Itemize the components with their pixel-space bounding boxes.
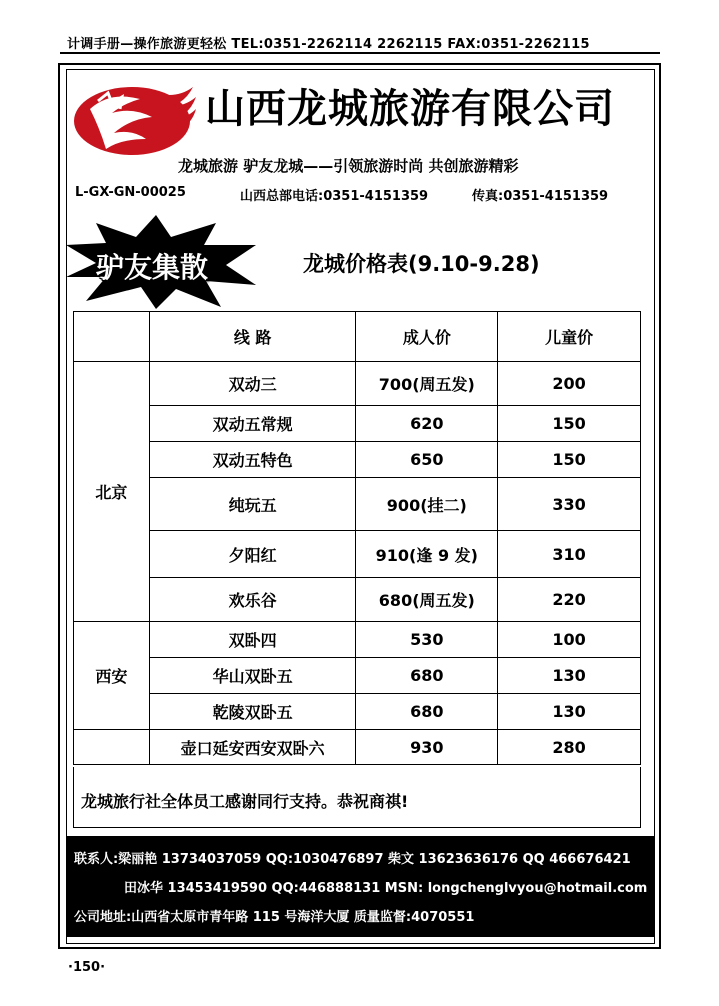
route-cell: 双动三 <box>149 362 356 406</box>
child-price-cell: 150 <box>498 442 641 478</box>
company-slogan: 龙城旅游 驴友龙城——引领旅游时尚 共创旅游精彩 <box>178 157 519 175</box>
contact-line-1: 联系人:梁丽艳 13734037059 QQ:1030476897 柴文 13623636176 QQ 466676421 <box>74 852 631 867</box>
route-cell: 纯玩五 <box>149 478 356 531</box>
dragon-logo-icon <box>70 79 200 159</box>
table-row <box>74 478 641 531</box>
child-price-cell: 280 <box>498 730 641 765</box>
table-row <box>74 622 641 658</box>
child-price-cell: 310 <box>498 531 641 578</box>
child-price-cell: 130 <box>498 694 641 730</box>
adult-price-cell: 620 <box>356 406 498 442</box>
table-row <box>74 730 641 765</box>
route-cell: 夕阳红 <box>149 531 356 578</box>
route-cell: 双动五常规 <box>149 406 356 442</box>
route-cell: 华山双卧五 <box>149 658 356 694</box>
adult-price-cell: 930 <box>356 730 498 765</box>
table-row <box>74 406 641 442</box>
adult-price-cell: 900(挂二) <box>356 478 498 531</box>
table-row <box>74 578 641 622</box>
adult-price-cell: 680(周五发) <box>356 578 498 622</box>
thanks-text: 龙城旅行社全体员工感谢同行支持。恭祝商祺! <box>81 792 409 811</box>
adult-price-cell: 910(逢 9 发) <box>356 531 498 578</box>
adult-price-cell: 680 <box>356 694 498 730</box>
thanks-box <box>73 767 641 828</box>
child-price-cell: 200 <box>498 362 641 406</box>
child-price-cell: 130 <box>498 658 641 694</box>
fax-number: 传真:0351-4151359 <box>472 189 609 204</box>
child-price-cell: 100 <box>498 622 641 658</box>
table-row <box>74 694 641 730</box>
region-cell: 西安 <box>74 622 150 730</box>
table-row <box>74 442 641 478</box>
contact-line-3: 公司地址:山西省太原市青年路 115 号海洋大厦 质量监督:4070551 <box>74 910 475 925</box>
header-route: 线 路 <box>149 312 356 362</box>
child-price-cell: 220 <box>498 578 641 622</box>
child-price-cell: 330 <box>498 478 641 531</box>
route-cell: 双卧四 <box>149 622 356 658</box>
adult-price-cell: 680 <box>356 658 498 694</box>
license-number: L-GX-GN-00025 <box>75 185 186 200</box>
child-price-cell: 150 <box>498 406 641 442</box>
table-row <box>74 362 641 406</box>
adult-price-cell: 700(周五发) <box>356 362 498 406</box>
header-child-price: 儿童价 <box>498 312 641 362</box>
route-cell: 乾陵双卧五 <box>149 694 356 730</box>
route-cell: 壶口延安西安双卧六 <box>149 730 356 765</box>
price-table <box>73 311 641 765</box>
table-header-row <box>74 312 641 362</box>
price-table-title: 龙城价格表(9.10-9.28) <box>303 252 540 276</box>
hq-phone: 山西总部电话:0351-4151359 <box>240 189 429 204</box>
adult-price-cell: 650 <box>356 442 498 478</box>
route-cell: 双动五特色 <box>149 442 356 478</box>
header-region <box>74 312 150 362</box>
table-row <box>74 531 641 578</box>
header-adult-price: 成人价 <box>356 312 498 362</box>
header-divider <box>60 52 660 54</box>
company-name: 山西龙城旅游有限公司 <box>205 86 615 132</box>
badge-text: 驴友集散 <box>96 251 209 284</box>
route-cell: 欢乐谷 <box>149 578 356 622</box>
region-cell: 北京 <box>74 362 150 622</box>
region-cell <box>74 730 150 765</box>
table-row <box>74 658 641 694</box>
contact-line-2: 田冰华 13453419590 QQ:446888131 MSN: longchenglvyou@hotmail.com <box>124 881 648 896</box>
page-header: 计调手册—操作旅游更轻松 TEL:0351-2262114 2262115 FAX:0351-2262115 <box>67 37 590 52</box>
page-number: ·150· <box>68 960 106 975</box>
contact-panel <box>66 836 655 937</box>
adult-price-cell: 530 <box>356 622 498 658</box>
